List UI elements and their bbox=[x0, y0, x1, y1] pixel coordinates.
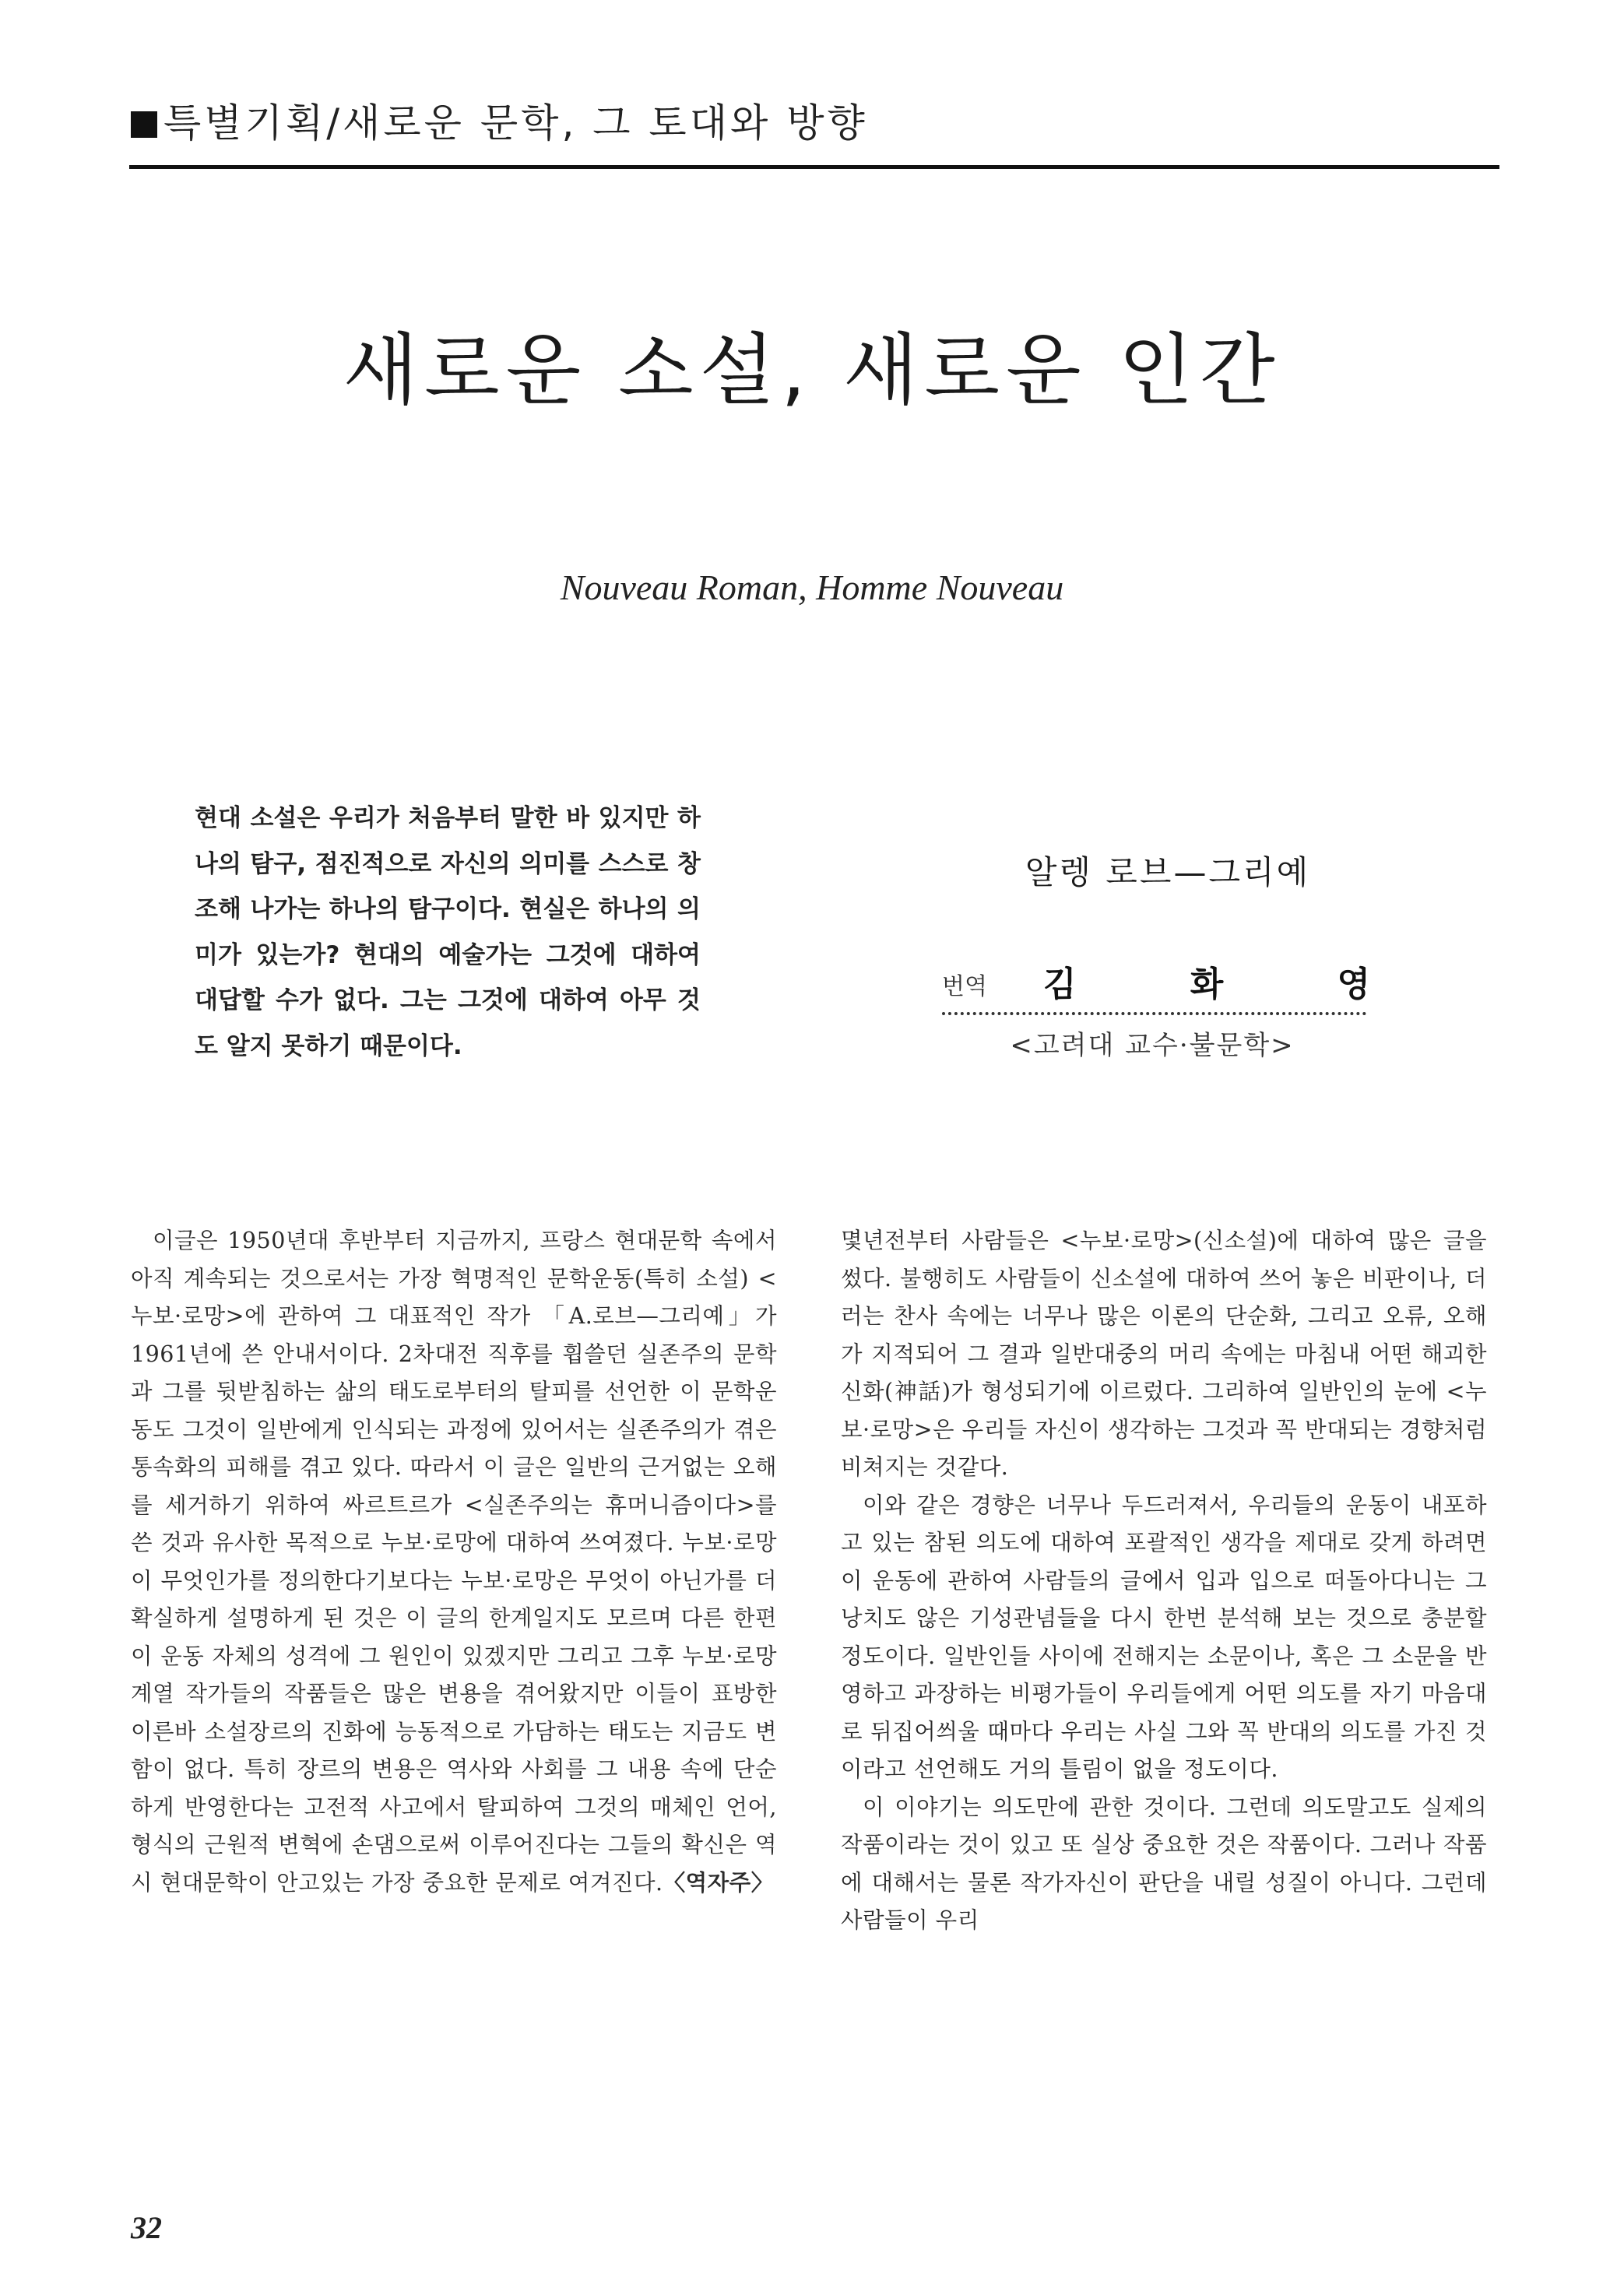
translator-name bbox=[1043, 956, 1370, 1006]
page-number: 32 bbox=[131, 2210, 162, 2245]
translator-label: 번역 bbox=[942, 973, 987, 1000]
dotted-rule bbox=[942, 1012, 1366, 1015]
body-column-left bbox=[131, 1222, 777, 1902]
translator-name-char: 김 bbox=[1043, 965, 1077, 1004]
section-header bbox=[131, 92, 868, 148]
translator-affiliation: <고려대 교수·불문학> bbox=[1010, 1030, 1295, 1061]
translator-name-char: 화 bbox=[1190, 965, 1224, 1004]
body-paragraph: 이와 같은 경향은 너무나 두드러져서, 우리들의 운동이 내포하고 있는 참된 의도에 대하여 포괄적인 생각을 제대로 갖게 하려면 이 운동에 관하여 사람들의 글에서 입과 입으로 떠돌아다니는 그 낭치도 않은 기성관념들을 다시 한번 분석해 보는 것으로 충분할 정도이다. 일반인들 사이에 전해지는 소문이나, 혹은 그 소문을 반영하고 과장하는 비평가들이 우리들에게 어떤 의도를 자기 마음대로 뒤집어씌울 때마다 우리는 사실 그와 꼭 반대의 의도를 가진 것이라고 선언해도 거의 틀림이 없을 정도이다. bbox=[841, 1492, 1487, 1782]
section-label: 특별기획/새로운 문학, 그 토대와 방향 bbox=[163, 100, 868, 146]
lead-paragraph: 현대 소설은 우리가 처음부터 말한 바 있지만 하나의 탐구, 점진적으로 자신의 의미를 스스로 창조해 나가는 하나의 탐구이다. 현실은 하나의 의미가 있는가? 현대의 예술가는 그것에 대하여 대답할 수가 없다. 그는 그것에 대하여 아무 것도 알지 못하기 때문이다. bbox=[195, 804, 701, 1060]
translator-note-paragraph bbox=[131, 1222, 777, 1902]
body-paragraph: 몇년전부터 사람들은 <누보·로망>(신소설)에 대하여 많은 글을 썼다. 불행히도 사람들이 신소설에 대하여 쓰어 놓은 비판이나, 더러는 찬사 속에는 너무나 많은 이론의 단순화, 그리고 오류, 오해가 지적되어 그 결과 일반대중의 머리 속에는 마침내 어떤 해괴한 신화(神話)가 형성되기에 이르렀다. 그리하여 일반인의 눈에 <누보·로망>은 우리들 자신이 생각하는 그것과 꼭 반대되는 경향처럼 비쳐지는 것같다. bbox=[841, 1228, 1487, 1480]
article-title: 새로운 소설, 새로운 인간 bbox=[343, 325, 1281, 416]
translator-name-char: 영 bbox=[1337, 965, 1370, 1004]
article-subtitle: Nouveau Roman, Homme Nouveau bbox=[560, 568, 1064, 607]
body-column-right bbox=[841, 1222, 1487, 1940]
black-square-icon bbox=[131, 111, 157, 138]
author-name: 알렝 로브—그리예 bbox=[1025, 853, 1311, 891]
body-paragraph: 이 이야기는 의도만에 관한 것이다. 그런데 의도말고도 실제의 작품이라는 것이 있고 또 실상 중요한 것은 작품이다. 그러나 작품에 대해서는 물론 작가자신이 판단을 내릴 성질이 아니다. 그런데 사람들이 우리 bbox=[841, 1794, 1487, 1933]
translator-note-text: 이글은 1950년대 후반부터 지금까지, 프랑스 현대문학 속에서 아직 계속되는 것으로서는 가장 혁명적인 문학운동(특히 소설) <누보·로망>에 관하여 그 대표적인 작가 「A.로브—그리예」가 1961년에 쓴 안내서이다. 2차대전 직후를 휩쓸던 실존주의 문학과 그를 뒷받침하는 삶의 태도로부터의 탈피를 선언한 이 문학운동도 그것이 일반에게 인식되는 과정에 있어서는 실존주의가 겪은 통속화의 피해를 겪고 있다. 따라서 이 글은 일반의 근거없는 오해를 세거하기 위하여 싸르트르가 <실존주의는 휴머니즘이다>를 쓴 것과 유사한 목적으로 누보·로망에 대하여 쓰여졌다. 누보·로망이 무엇인가를 정의한다기보다는 누보·로망은 무엇이 아닌가를 더 확실하게 설명하게 된 것은 이 글의 한계일지도 모르며 다른 한편 이 운동 자체의 성격에 그 원인이 있겠지만 그리고 그후 누보·로망 계열 작가들의 작품들은 많은 변용을 겪어왔지만 이들이 표방한 이른바 소설장르의 진화에 능동적으로 가담하는 태도는 지금도 변함이 없다. 특히 장르의 변용은 역사와 사회를 그 내용 속에 단순하게 반영한다는 고전적 사고에서 탈피하여 그것의 매체인 언어, 형식의 근원적 변혁에 손댐으로써 이루어진다는 그들의 확신은 역시 현대문학이 안고있는 가장 중요한 문제로 여겨진다. bbox=[131, 1228, 777, 1896]
header-rule bbox=[129, 165, 1499, 169]
translator-note-tag: 〈역자주〉 bbox=[663, 1869, 774, 1896]
translator-line bbox=[942, 956, 1370, 1004]
